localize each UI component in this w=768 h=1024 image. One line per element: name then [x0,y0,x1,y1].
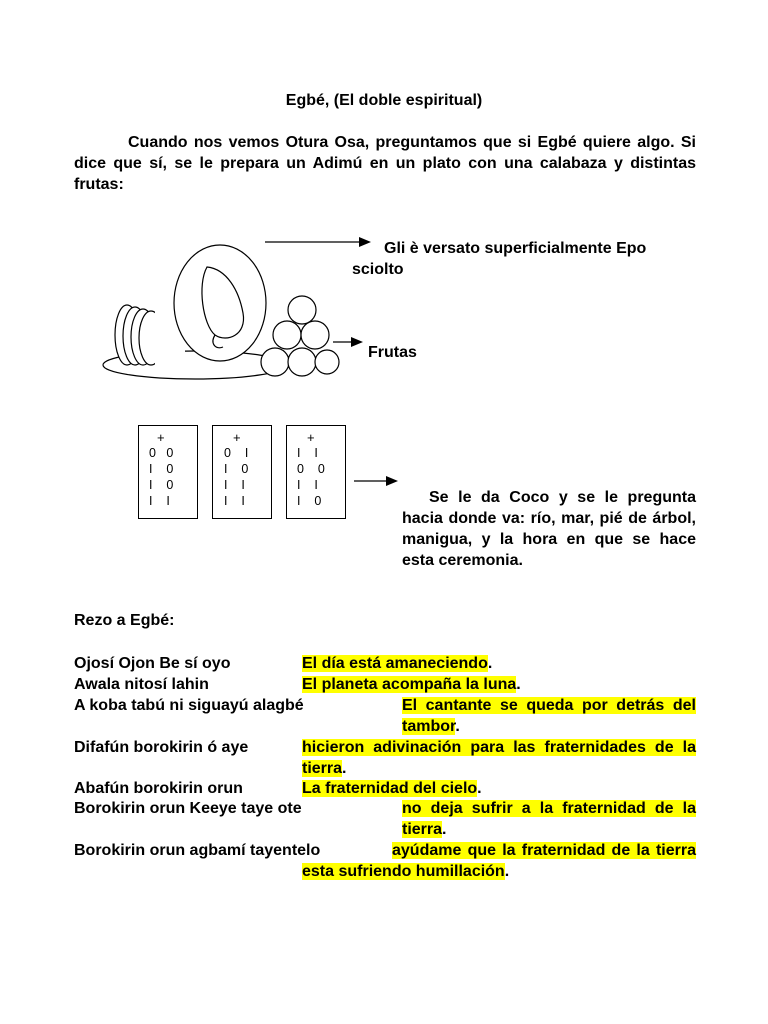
oracle-box-3 [286,425,346,519]
oracle-row: I 0 [224,462,249,476]
rezo-title: Rezo a Egbé: [74,612,175,629]
oracle-row: I I [297,446,318,460]
coco-paragraph [402,487,696,571]
line-period: . [455,718,460,735]
prayer-spanish-line [402,695,696,737]
prayer-spanish-line [302,778,696,799]
prayer-yoruba-line: Borokirin orun Keeye taye ote [74,800,302,817]
prayer-yoruba-line: Ojosí Ojon Be sí oyo [74,655,231,672]
calabaza-shape [174,245,266,361]
oracle-row: I I [224,478,245,492]
highlighted-text: ayúdame que la fraternidad de la tierra esta sufriendo humillación [302,842,696,880]
prayer-spanish-line [302,737,696,779]
oracle-row: 0 0 [149,446,174,460]
intro-paragraph [74,132,696,195]
line-period: . [342,760,347,777]
line-period: . [487,655,493,672]
arrow-right-icon [333,334,365,350]
oracle-row: I 0 [149,462,174,476]
oracle-row: I 0 [149,478,174,492]
page-title: Egbé, (El doble espiritual) [285,92,483,109]
prayer-spanish-line [302,840,696,882]
highlighted-text: El planeta acompaña la luna [302,676,517,693]
highlighted-text: El día está amaneciendo [302,655,488,672]
prayer-yoruba-line: Difafún borokirin ó aye [74,739,249,756]
calabaza-label-line2: sciolto [352,261,404,278]
prayer-yoruba-line: Abafún borokirin orun [74,780,243,797]
prayer-yoruba-line: Awala nitosí lahin [74,676,209,693]
oracle-box-1 [138,425,198,519]
frutas-label: Frutas [368,344,417,361]
prayer-spanish-line [302,674,696,695]
intro-text: Cuando nos vemos Otura Osa, preguntamos que si Egbé quiere algo. Si dice que sí, se le prepara un Adimú en un plato con una calabaza y distintas frutas: [74,134,696,193]
fruit-balls-shape [261,296,339,376]
oracle-row: I 0 [297,494,322,508]
calabaza-label-line1: Gli è versato superficialmente Epo [384,240,647,257]
oracle-row: 0 I [224,446,249,460]
highlighted-text: La fraternidad del cielo [302,780,478,797]
highlighted-text: no deja sufrir a la fraternidad de la tierra [402,800,696,838]
line-period: . [477,780,482,797]
oracle-row: I I [149,494,170,508]
adimu-illustration [95,225,395,395]
prayer-spanish-line [402,798,696,840]
line-period: . [442,821,447,838]
oracle-row: I I [224,494,245,508]
oracle-plus: + [157,430,165,445]
prayer-spanish-line [302,653,696,674]
oracle-row: 0 0 [297,462,325,476]
arrow-right-icon [354,473,402,489]
arrow-right-icon [265,234,375,250]
prayer-yoruba-line: A koba tabú ni siguayú alagbé [74,697,304,714]
highlighted-text: El cantante se queda por detrás del tambor [402,697,696,735]
highlighted-text: hicieron adivinación para las fraternidades de la tierra [302,739,696,777]
line-period: . [504,863,510,880]
oracle-plus: + [233,430,241,445]
oracle-row: I I [297,478,318,492]
coco-text: Se le da Coco y se le pregunta hacia donde va: río, mar, pié de árbol, manigua, y la hora en que se hace esta ceremonia. [402,489,696,569]
prayer-yoruba-line: Borokirin orun agbamí tayentelo [74,842,321,859]
line-period: . [516,676,521,693]
oracle-plus: + [307,430,315,445]
oracle-box-2 [212,425,272,519]
